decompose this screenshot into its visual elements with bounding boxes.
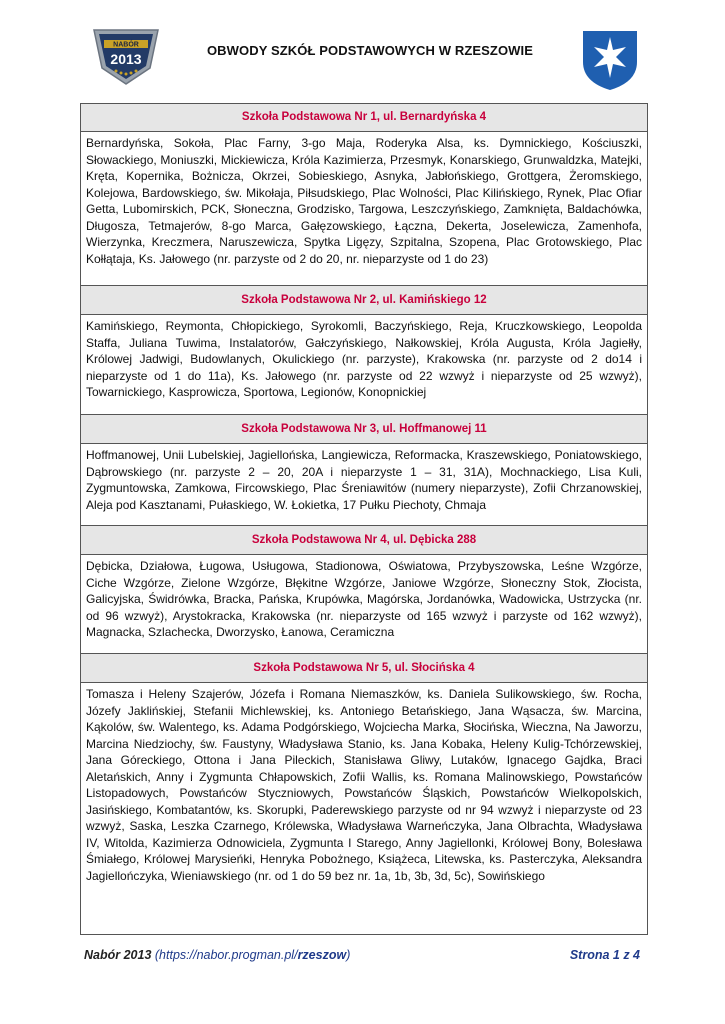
school-section: [81, 526, 647, 654]
footer-brand: Nabór 2013: [84, 948, 152, 962]
footer-source: [84, 948, 350, 962]
rzeszow-crest-icon: [580, 28, 640, 92]
nabor-logo: [88, 24, 164, 88]
footer-url-close: ): [346, 948, 351, 962]
section-title: Szkoła Podstawowa Nr 1, ul. Bernardyńska 4: [81, 104, 647, 132]
page-title: OBWODY SZKÓŁ PODSTAWOWYCH W RZESZOWIE: [206, 43, 534, 58]
section-title: Szkoła Podstawowa Nr 3, ul. Hoffmanowej 11: [81, 415, 647, 444]
logo-year: 2013: [110, 51, 142, 67]
logo-text: NABÓR: [113, 41, 139, 49]
school-districts-table: [80, 103, 648, 935]
section-streets: Tomasza i Heleny Szajerów, Józefa i Romana Niemaszków, ks. Daniela Sulikowskiego, św. Rocha, Józefy Jaklińskiej, Stefanii Michlewskiej, ks. Antoniego Betańskiego, Jana Wąsacza, św. Marcina, Kąkolów, św. Walentego, ks. Adama Podgórskiego, Wojciecha Marka, Słocińska, Wieczna, Na Jaworzu, Marcina Niedziochy, św. Faustyny, Władysława Stanio, ks. Jana Kobaka, Heleny Kulig-Tchórzewskiej, Jana Góreckiego, Ottona i Jana Pileckich, Stanisława Gliwy, Lutaków, Ignacego Gajdka, Braci Aletańskich, Anny i Zygmunta Chłapowskich, Zofii Wallis, ks. Romana Malinowskiego, Powstańców Listopadowych, Powstańców Styczniowych, Powstańców Śląskich, Powstańców Wielkopolskich, Jasińskiego, Kombatantów, ks. Skorupki, Paderewskiego parzyste od nr 94 wzwyż i nieparzyste od 23 wzwyż, Saska, Leszka Czarnego, Królewska, Władysława Warneńczyka, Jana Olbrachta, Władysława IV, Witolda, Kazimierza Odnowiciela, Zygmunta I Starego, Anny Jagiellonki, Królowej Bony, Bolesława Śmiałego, Królowej Marysieńki, Henryka Pobożnego, Książeca, Litewska, ks. Pasterczyka, Aleksandra Jagiellończyka, Wieniawskiego (nr. od 1 do 59 bez nr. 1a, 1b, 3b, 3d, 5c), Sowińskiego: [81, 683, 647, 935]
school-section: [81, 415, 647, 526]
school-section: [81, 104, 647, 286]
section-streets: Dębicka, Działowa, Ługowa, Usługowa, Stadionowa, Oświatowa, Przybyszowska, Leśne Wzgórze, Ciche Wzgórze, Zielone Wzgórze, Błękitne Wzgórze, Janiowe Wzgórze, Słoneczny Stok, Złocista, Galicyjska, Świdrówka, Bracka, Pańska, Krupówka, Magórska, Jordanówka, Wadowicka, Ustrzycka (nr. od 96 wzwyż), Arystokracka, Krakowska (nr. nieparzyste od 165 wzwyż i parzyste od 162 wzwyż), Magnacka, Szlachecka, Dworzysko, Łanowa, Ceramiczna: [81, 555, 647, 654]
page-header: [0, 0, 725, 90]
section-title: Szkoła Podstawowa Nr 5, ul. Słocińska 4: [81, 654, 647, 683]
section-streets: Hoffmanowej, Unii Lubelskiej, Jagiellońska, Langiewicza, Reformacka, Kraszewskiego, Poniatowskiego, Dąbrowskiego (nr. parzyste 2 – 20, 20A i nieparzyste 1 – 31, 31A), Mochnackiego, Lisa Kuli, Zygmuntowska, Zamkowa, Fircowskiego, Plac Śreniawitów (numery nieparzyste), Zofii Chrzanowskiej, Aleja pod Kasztanami, Pułaskiego, W. Łokietka, 17 Pułku Piechoty, Chmaja: [81, 444, 647, 526]
section-title: Szkoła Podstawowa Nr 4, ul. Dębicka 288: [81, 526, 647, 555]
section-title: Szkoła Podstawowa Nr 2, ul. Kamińskiego 12: [81, 286, 647, 315]
page-number: Strona 1 z 4: [569, 948, 640, 962]
footer-url-city: rzeszow: [297, 948, 347, 962]
footer-url-open: (https://nabor.progman.pl/: [154, 948, 298, 962]
school-section: [81, 286, 647, 415]
school-section: [81, 654, 647, 935]
section-streets: Kamińskiego, Reymonta, Chłopickiego, Syrokomli, Baczyńskiego, Reja, Kruczkowskiego, Leopolda Staffa, Juliana Tuwima, Instalatorów, Gałczyńskiego, Nałkowskiej, Króla Augusta, Króla Jagiełły, Królowej Jadwigi, Budowlanych, Okulickiego (nr. parzyste), Krakowska (nr. parzyste od 2 do14 i nieparzyste od 1 do 11a), Ks. Jałowego (nr. parzyste od 22 wzwyż i nieparzyste od 25 wzwyż), Towarnickiego, Kasprowicza, Sportowa, Legionów, Konopnickiej: [81, 315, 647, 415]
section-streets: Bernardyńska, Sokoła, Plac Farny, 3-go Maja, Roderyka Alsa, ks. Dymnickiego, Kościuszki, Słowackiego, Moniuszki, Mickiewicza, Króla Kazimierza, Przesmyk, Konarskiego, Grunwaldzka, Matejki, Kręta, Kopernika, Bożnicza, Okrzei, Sobieskiego, Asnyka, Jabłońskiego, Grottgera, Żeromskiego, Kolejowa, Bardowskiego, św. Mikołaja, Piłsudskiego, Plac Wolności, Plac Kilińskiego, Rynek, Plac Ofiar Getta, Lubomirskich, PCK, Słoneczna, Grodzisko, Targowa, Leszczyńskiego, Zamknięta, Baldachówka, Długosza, Tetmajerów, 8-go Marca, Gałęzowskiego, Łączna, Dekerta, Joselewicza, Zamenhofa, Wierzynka, Kreczmera, Naruszewicza, Spytka Ligęzy, Szpitalna, Szopena, Plac Grotowskiego, Plac Kołłątaja, Ks. Jałowego (nr. parzyste od 2 do 20, nr. nieparzyste od 1 do 23): [81, 132, 647, 286]
